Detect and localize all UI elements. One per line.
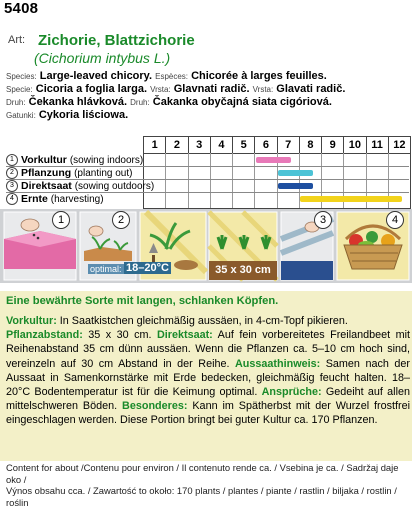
name-value: Glavnati radič.: [173, 83, 250, 95]
month-label: 1: [144, 137, 166, 153]
text-aussaathinweis: Samen nach der Aussaat in Samenkornstärke mit Erde bedecken, gleichmäßig feucht halten. 18–20°C Bodentemperatur ist für die Keimung optimal.: [6, 357, 410, 399]
step-1-badge: 1: [52, 211, 70, 229]
month-label: 11: [367, 137, 389, 153]
month-label: 12: [393, 139, 406, 151]
heading-pflanzabstand: Pflanzabstand:: [6, 329, 83, 342]
optimal-temperature: 18–20°C: [126, 262, 169, 274]
description-headline: Eine bewährte Sorte mit langen, schlanken Köpfen.: [6, 295, 279, 307]
name-label: Espèces:: [155, 72, 189, 81]
calendar-row-vorkultur: [6, 154, 409, 167]
text-ansprueche: Gedeiht auf allen mittelschweren Böden.: [6, 386, 410, 413]
product-name: Zichorie, Blattzichorie: [38, 32, 195, 49]
name-value: Čekanka hlávková.: [28, 96, 128, 108]
heading-besonderes: Besonderes:: [122, 400, 188, 413]
calendar-bar-direktsaat: [278, 183, 313, 189]
name-label: Vrsta:: [150, 85, 171, 94]
step-4-badge: 4: [386, 211, 404, 229]
art-label: Art:: [8, 34, 26, 46]
name-label: Druh:: [130, 98, 150, 107]
name-label: Specie:: [6, 85, 33, 94]
names-line-3: [6, 96, 410, 109]
heading-vorkultur: Vorkultur:: [6, 315, 57, 327]
step-number: 1: [6, 154, 18, 166]
name-value: Čakanka obyčajná siata cigóriová.: [152, 96, 332, 108]
footer-content: [6, 462, 410, 508]
names-line-2: [6, 83, 410, 96]
description-body: [6, 314, 410, 428]
row-label: Pflanzung: [21, 167, 72, 179]
row-sublabel: (harvesting): [50, 194, 104, 205]
text-direktsaat: Auf fein vorbereitetes Freilandbeet mit Reihenabstand 35 cm dünn aussäen. Wenn die Pflanzen ca. 5–10 cm hoch sind, vereinzeln auf 30 cm Abstand in der Reihe.: [6, 329, 410, 370]
calendar-row-direktsaat: [6, 180, 409, 193]
name-value: Cykoria liściowa.: [38, 109, 129, 121]
name-value: Chicorée à larges feuilles.: [191, 70, 327, 82]
calendar-row-pflanzung: [6, 167, 409, 180]
month-label: 8: [300, 137, 322, 153]
month-label: 4: [211, 137, 233, 153]
footer-line-2: Výnos obsahu cca. / Zawartość to około: 170 plants / plantes / piante / rastlin / biljaka / rostlin / roślin: [6, 485, 397, 508]
name-label: Vrsta:: [252, 85, 274, 94]
month-label: 5: [233, 137, 255, 153]
row-label: Ernte: [21, 193, 48, 205]
step-number: 4: [6, 193, 18, 205]
names-line-1: [6, 70, 410, 83]
row-sublabel: (sowing indoors): [69, 155, 144, 166]
month-label: 2: [166, 137, 188, 153]
row-label: Vorkultur: [21, 154, 67, 166]
name-value: Large-leaved chicory.: [39, 70, 153, 82]
month-label: 6: [255, 137, 277, 153]
step-3-badge: 3: [314, 211, 332, 229]
name-value: Cicoria a foglia larga.: [35, 83, 148, 95]
row-sublabel: (sowing outdoors): [74, 181, 155, 192]
name-label: Species:: [6, 72, 37, 81]
text-besonderes: Kann im Spätherbst mit der Wurzel frostfrei eingeschlagen werden. Diese Portion bringt bei guter Kultur ca. 170 Pflanzen.: [6, 400, 411, 427]
name-label: Gatunki:: [6, 111, 36, 120]
product-code: 5408: [4, 0, 39, 17]
optimal-label: optimal:: [90, 264, 122, 274]
month-label: 9: [322, 137, 344, 153]
step-number: 3: [6, 180, 18, 192]
spacing-label: 35 x 30 cm: [215, 264, 271, 276]
latin-name: (Cichorium intybus L.): [34, 50, 171, 66]
month-label: 3: [189, 137, 211, 153]
species-names: [6, 70, 410, 122]
names-line-4: [6, 109, 410, 122]
month-label: 10: [344, 137, 366, 153]
heading-aussaathinweis: Aussaathinweis:: [235, 357, 321, 370]
text-vorkultur: In Saatkistchen gleichmäßig aussäen, in 4-cm-Topf pikieren.: [56, 315, 348, 327]
step-2-badge: 2: [112, 211, 130, 229]
name-value: Glavati radič.: [276, 83, 346, 95]
heading-direktsaat: Direktsaat:: [156, 329, 213, 342]
footer-line-1: Content for about /Contenu pour environ / Il contenuto rende ca. / Vsebina je ca. / Sadržaj daje oko /: [6, 462, 399, 485]
heading-ansprueche: Ansprüche:: [261, 386, 322, 399]
name-label: Druh:: [6, 98, 26, 107]
calendar-bar-vorkultur: [256, 157, 291, 163]
text-pflanzabstand: 35 x 30 cm.: [82, 329, 157, 342]
step-number: 2: [6, 167, 18, 179]
row-sublabel: (planting out): [74, 168, 133, 179]
row-label: Direktsaat: [21, 180, 72, 192]
month-label: 7: [278, 137, 300, 153]
calendar-bar-ernte: [300, 196, 402, 202]
calendar-month-header: [143, 136, 411, 154]
calendar-bar-pflanzung: [278, 170, 313, 176]
